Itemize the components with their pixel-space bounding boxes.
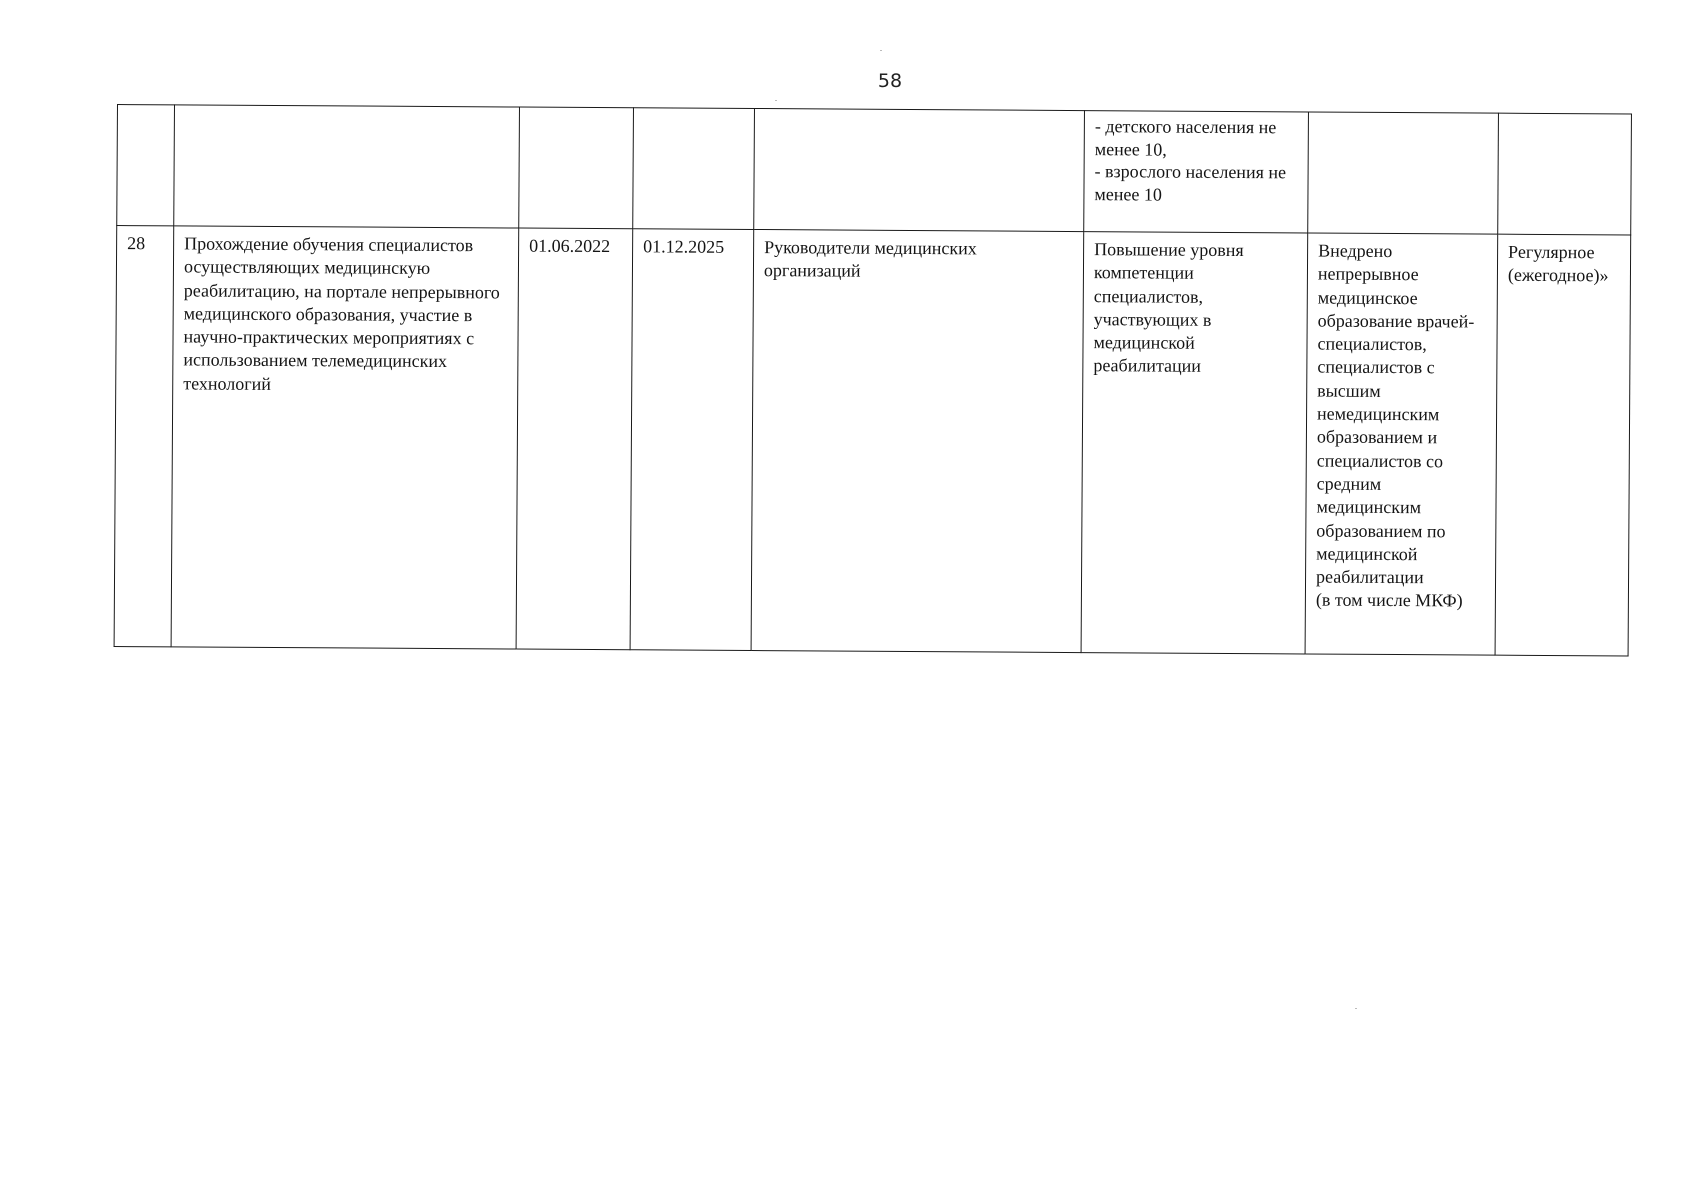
start-date-cell: 01.06.2022	[516, 228, 633, 650]
page-number: 58	[877, 70, 903, 92]
result-cell: Внедрено непрерывное медицинское образование врачей-специалистов, специалистов с высшим немедицинским образованием и специалистов со средним медицинским образованием по медицинской реабилитации (в том числе МКФ)	[1305, 233, 1498, 655]
responsible-cell: Руководители медицинских организаций	[751, 230, 1084, 653]
plan-table-wrapper	[114, 104, 1631, 657]
end-date-cell: 01.12.2025	[630, 229, 754, 651]
activity-cell: Прохождение обучения специалистов осуществляющих медицинскую реабилитацию, на портале непрерывного медицинского образования, участие в научно-практических мероприятиях с использованием телемедицинских технологий	[171, 226, 519, 649]
table-row	[114, 226, 1631, 657]
plan-table	[114, 104, 1632, 657]
cell-empty-num	[117, 105, 175, 226]
row-number: 28	[114, 226, 174, 647]
cell-empty-frequency	[1498, 113, 1632, 235]
cell-empty-activity	[174, 105, 520, 228]
cell-empty-result	[1308, 112, 1499, 234]
cell-empty-responsible	[754, 109, 1085, 232]
scan-speck	[1355, 1008, 1357, 1009]
cell-empty-start	[519, 107, 634, 229]
table-row-continuation	[117, 105, 1632, 236]
scan-speck	[880, 50, 882, 51]
cell-continuation-indicator: - детского населения не менее 10, - взрослого населения не менее 10	[1084, 111, 1309, 233]
frequency-cell: Регулярное (ежегодное)»	[1495, 234, 1631, 656]
indicator-cell: Повышение уровня компетенции специалистов, участвующих в медицинской реабилитации	[1081, 232, 1308, 654]
scan-speck	[775, 100, 777, 101]
cell-empty-end	[633, 108, 755, 230]
